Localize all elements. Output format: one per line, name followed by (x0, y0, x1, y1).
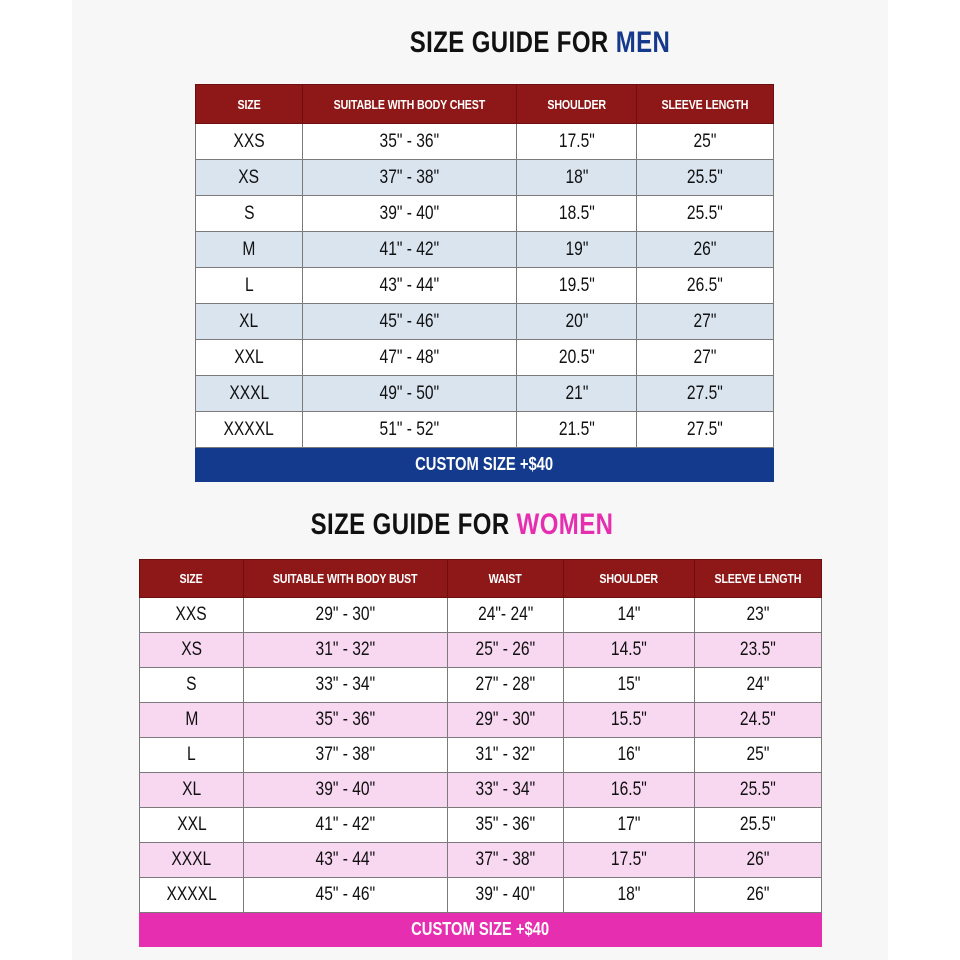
bust-cell: 29" - 30" (244, 598, 448, 633)
women-header-shoulder: SHOULDER (564, 560, 695, 598)
size-cell: XS (196, 160, 303, 196)
size-cell: S (140, 668, 244, 703)
waist-cell: 39" - 40" (448, 878, 564, 913)
table-row (140, 773, 822, 808)
waist-cell: 33" - 34" (448, 773, 564, 808)
men-header-chest: SUITABLE WITH BODY CHEST (303, 85, 517, 124)
men-size-guide-title (348, 26, 732, 60)
chest-cell: 37" - 38" (303, 160, 517, 196)
sleeve-cell: 25" (637, 124, 774, 160)
women-title-prefix: SIZE GUIDE FOR (310, 508, 517, 541)
sleeve-cell: 27" (637, 304, 774, 340)
men-title-prefix: SIZE GUIDE FOR (409, 26, 616, 59)
shoulder-cell: 20.5" (517, 340, 637, 376)
shoulder-cell: 21.5" (517, 412, 637, 448)
women-custom-size-row (140, 913, 822, 947)
bust-cell: 39" - 40" (244, 773, 448, 808)
shoulder-cell: 16.5" (564, 773, 695, 808)
size-cell: L (140, 738, 244, 773)
shoulder-cell: 18" (517, 160, 637, 196)
shoulder-cell: 15.5" (564, 703, 695, 738)
shoulder-cell: 19" (517, 232, 637, 268)
table-row (196, 376, 774, 412)
waist-cell: 37" - 38" (448, 843, 564, 878)
shoulder-cell: 14.5" (564, 633, 695, 668)
chest-cell: 47" - 48" (303, 340, 517, 376)
women-header-waist: WAIST (448, 560, 564, 598)
men-custom-size-row (196, 448, 774, 482)
chest-cell: 51" - 52" (303, 412, 517, 448)
size-cell: XXXXL (196, 412, 303, 448)
shoulder-cell: 17.5" (564, 843, 695, 878)
men-size-table (195, 84, 774, 482)
bust-cell: 45" - 46" (244, 878, 448, 913)
bust-cell: 41" - 42" (244, 808, 448, 843)
table-row (140, 598, 822, 633)
table-row (196, 124, 774, 160)
size-cell: XXL (140, 808, 244, 843)
size-cell: XXXXL (140, 878, 244, 913)
women-header-sleeve: SLEEVE LENGTH (695, 560, 822, 598)
table-row (140, 703, 822, 738)
size-cell: XXXL (196, 376, 303, 412)
bust-cell: 33" - 34" (244, 668, 448, 703)
men-header-sleeve: SLEEVE LENGTH (637, 85, 774, 124)
sleeve-cell: 25.5" (637, 160, 774, 196)
men-custom-size-label: CUSTOM SIZE +$40 (196, 448, 774, 482)
men-header-row (196, 85, 774, 124)
bust-cell: 37" - 38" (244, 738, 448, 773)
chest-cell: 39" - 40" (303, 196, 517, 232)
shoulder-cell: 14" (564, 598, 695, 633)
waist-cell: 31" - 32" (448, 738, 564, 773)
size-cell: XL (140, 773, 244, 808)
sleeve-cell: 26.5" (637, 268, 774, 304)
shoulder-cell: 17" (564, 808, 695, 843)
sleeve-cell: 25.5" (695, 808, 822, 843)
sleeve-cell: 27" (637, 340, 774, 376)
size-cell: XL (196, 304, 303, 340)
bust-cell: 43" - 44" (244, 843, 448, 878)
sleeve-cell: 27.5" (637, 376, 774, 412)
size-cell: L (196, 268, 303, 304)
sleeve-cell: 27.5" (637, 412, 774, 448)
sleeve-cell: 26" (695, 878, 822, 913)
waist-cell: 24"- 24" (448, 598, 564, 633)
women-header-size: SIZE (140, 560, 244, 598)
shoulder-cell: 18.5" (517, 196, 637, 232)
chest-cell: 45" - 46" (303, 304, 517, 340)
shoulder-cell: 17.5" (517, 124, 637, 160)
size-cell: XXS (140, 598, 244, 633)
bust-cell: 31" - 32" (244, 633, 448, 668)
chest-cell: 35" - 36" (303, 124, 517, 160)
table-row (196, 304, 774, 340)
chest-cell: 41" - 42" (303, 232, 517, 268)
table-row (196, 412, 774, 448)
waist-cell: 27" - 28" (448, 668, 564, 703)
table-row (140, 843, 822, 878)
shoulder-cell: 15" (564, 668, 695, 703)
men-title-highlight: MEN (615, 26, 671, 59)
size-cell: XXS (196, 124, 303, 160)
waist-cell: 25" - 26" (448, 633, 564, 668)
sleeve-cell: 26" (695, 843, 822, 878)
sleeve-cell: 25.5" (695, 773, 822, 808)
table-row (196, 340, 774, 376)
sleeve-cell: 24.5" (695, 703, 822, 738)
table-row (140, 878, 822, 913)
size-cell: XS (140, 633, 244, 668)
chest-cell: 49" - 50" (303, 376, 517, 412)
women-header-row (140, 560, 822, 598)
bust-cell: 35" - 36" (244, 703, 448, 738)
women-size-table (139, 559, 822, 947)
shoulder-cell: 21" (517, 376, 637, 412)
women-size-guide-title (270, 508, 654, 542)
women-custom-size-label: CUSTOM SIZE +$40 (140, 913, 822, 947)
size-cell: XXL (196, 340, 303, 376)
sleeve-cell: 23" (695, 598, 822, 633)
size-cell: M (140, 703, 244, 738)
chest-cell: 43" - 44" (303, 268, 517, 304)
size-cell: M (196, 232, 303, 268)
shoulder-cell: 16" (564, 738, 695, 773)
women-header-bust: SUITABLE WITH BODY BUST (244, 560, 448, 598)
size-cell: S (196, 196, 303, 232)
table-row (140, 668, 822, 703)
table-row (196, 232, 774, 268)
men-header-shoulder: SHOULDER (517, 85, 637, 124)
table-row (196, 160, 774, 196)
men-header-size: SIZE (196, 85, 303, 124)
sleeve-cell: 24" (695, 668, 822, 703)
shoulder-cell: 20" (517, 304, 637, 340)
sleeve-cell: 26" (637, 232, 774, 268)
sleeve-cell: 23.5" (695, 633, 822, 668)
table-row (140, 738, 822, 773)
table-row (140, 808, 822, 843)
size-cell: XXXL (140, 843, 244, 878)
sleeve-cell: 25" (695, 738, 822, 773)
sleeve-cell: 25.5" (637, 196, 774, 232)
shoulder-cell: 19.5" (517, 268, 637, 304)
waist-cell: 35" - 36" (448, 808, 564, 843)
shoulder-cell: 18" (564, 878, 695, 913)
women-title-highlight: WOMEN (516, 508, 614, 541)
table-row (196, 268, 774, 304)
table-row (140, 633, 822, 668)
waist-cell: 29" - 30" (448, 703, 564, 738)
table-row (196, 196, 774, 232)
